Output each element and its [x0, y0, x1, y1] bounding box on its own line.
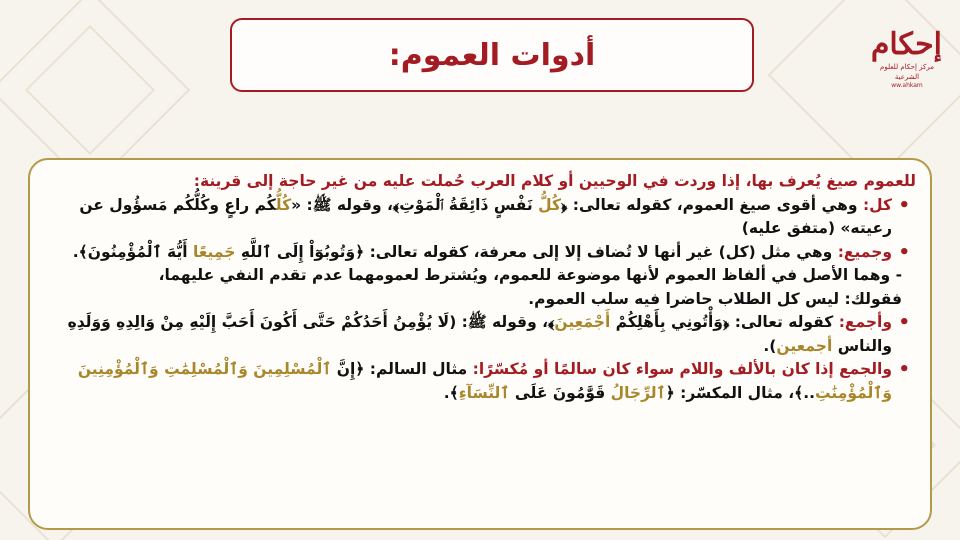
- item-text: وهي مثل (كل) غير أنها لا تُضاف إلا إلى معرفة، كقوله تعالى: ﴿وَتُوبُوٓاْ إِلَى ٱللَّهِ: [235, 242, 838, 261]
- list-item-kull: [40, 194, 916, 241]
- highlight-text: أجمعين: [776, 336, 833, 355]
- content-text: [40, 170, 916, 405]
- highlight-text: كُلُّ: [275, 195, 292, 214]
- highlight-text: ٱلْمُسْلِمِينَ وَٱلْمُسْلِمَٰتِ وَٱلْمُؤْمِنِينَ وَٱلْمُؤْمِنَٰتِ: [77, 360, 892, 402]
- bullet-icon: •: [898, 359, 910, 380]
- item-text: قَوَّٰمُونَ عَلَى: [509, 383, 611, 402]
- item-text: أَيُّهَ ٱلْمُؤْمِنُونَ﴾.: [72, 242, 193, 261]
- highlight-text: ٱلرِّجَالُ: [610, 383, 666, 402]
- list-item-ajmaa: [40, 311, 916, 358]
- title-box: [230, 18, 754, 92]
- item-text: كُم راعٍ وكُلُّكُم مَسؤُول عن رعيته» (متفق عليه): [79, 195, 892, 237]
- item-text: وهي أقوى صيغ العموم، كقوله تعالى: ﴿: [561, 195, 863, 214]
- highlight-text: كُلُّ: [538, 195, 561, 214]
- highlight-text: أَجْمَعِينَ: [554, 313, 611, 331]
- item-text: ﴾.: [443, 383, 459, 402]
- note-text: [40, 264, 916, 311]
- bullet-icon: •: [898, 312, 910, 333]
- item-text: مثال السالم: ﴿إِنَّ: [331, 360, 473, 378]
- highlight-text: ٱلنِّسَآءِ: [458, 383, 510, 402]
- term-label: وأجمع:: [838, 313, 892, 331]
- item-text: ﴾، وقوله ﷺ: (لَا يُؤْمِنُ أَحَدُكُمْ حَتَّى أَكُونَ أَحَبَّ إِلَيْهِ مِنْ وَالِدِهِ وَوَلَدِهِ والناس: [67, 313, 892, 355]
- term-label: كل:: [862, 195, 892, 214]
- note-line-2: فقولك: ليس كل الطلاب حاضرا فيه سلب العموم.: [528, 289, 902, 308]
- item-text: نَفْسٍ ذَائِقَةُ ٱلْمَوْتِ﴾، وقوله ﷺ: «: [291, 195, 539, 214]
- item-text: كقوله تعالى: ﴿وَأْتُونِي بِأَهْلِكُمْ: [610, 313, 839, 331]
- logo-number: ww.ahkam: [891, 82, 923, 89]
- slide-title: أدوات العموم:: [388, 37, 596, 73]
- list-item-jam: [40, 358, 916, 405]
- item-text: ).: [763, 336, 777, 355]
- bullet-icon: •: [898, 241, 910, 263]
- brand-logo: [872, 28, 942, 98]
- item-text: ..﴾، مثال المكسّر: ﴿: [665, 383, 816, 402]
- term-label: وجميع:: [837, 242, 892, 261]
- note-line-1: - وهما الأصل في ألفاظ العموم لأنها موضوعة للعموم، ويُشترط لعمومهما عدم تقدم النفي عليهما،: [158, 266, 902, 284]
- logo-mark: إحكام: [870, 27, 942, 62]
- logo-subtitle: مركز إحكام للعلوم الشرعية: [880, 63, 934, 81]
- intro-text: للعموم صيغ يُعرف بها، إذا وردت في الوحيين أو كلام العرب حُملت عليه من غير حاجة إلى قرينة:: [193, 172, 916, 190]
- content-box: [28, 158, 932, 530]
- term-label: والجمع إذا كان بالألف واللام سواء كان سالمًا أو مُكسّرًا:: [472, 360, 892, 378]
- highlight-text: جَمِيعًا: [192, 242, 236, 261]
- list-item-jamee: [40, 241, 916, 265]
- bullet-icon: •: [898, 194, 910, 216]
